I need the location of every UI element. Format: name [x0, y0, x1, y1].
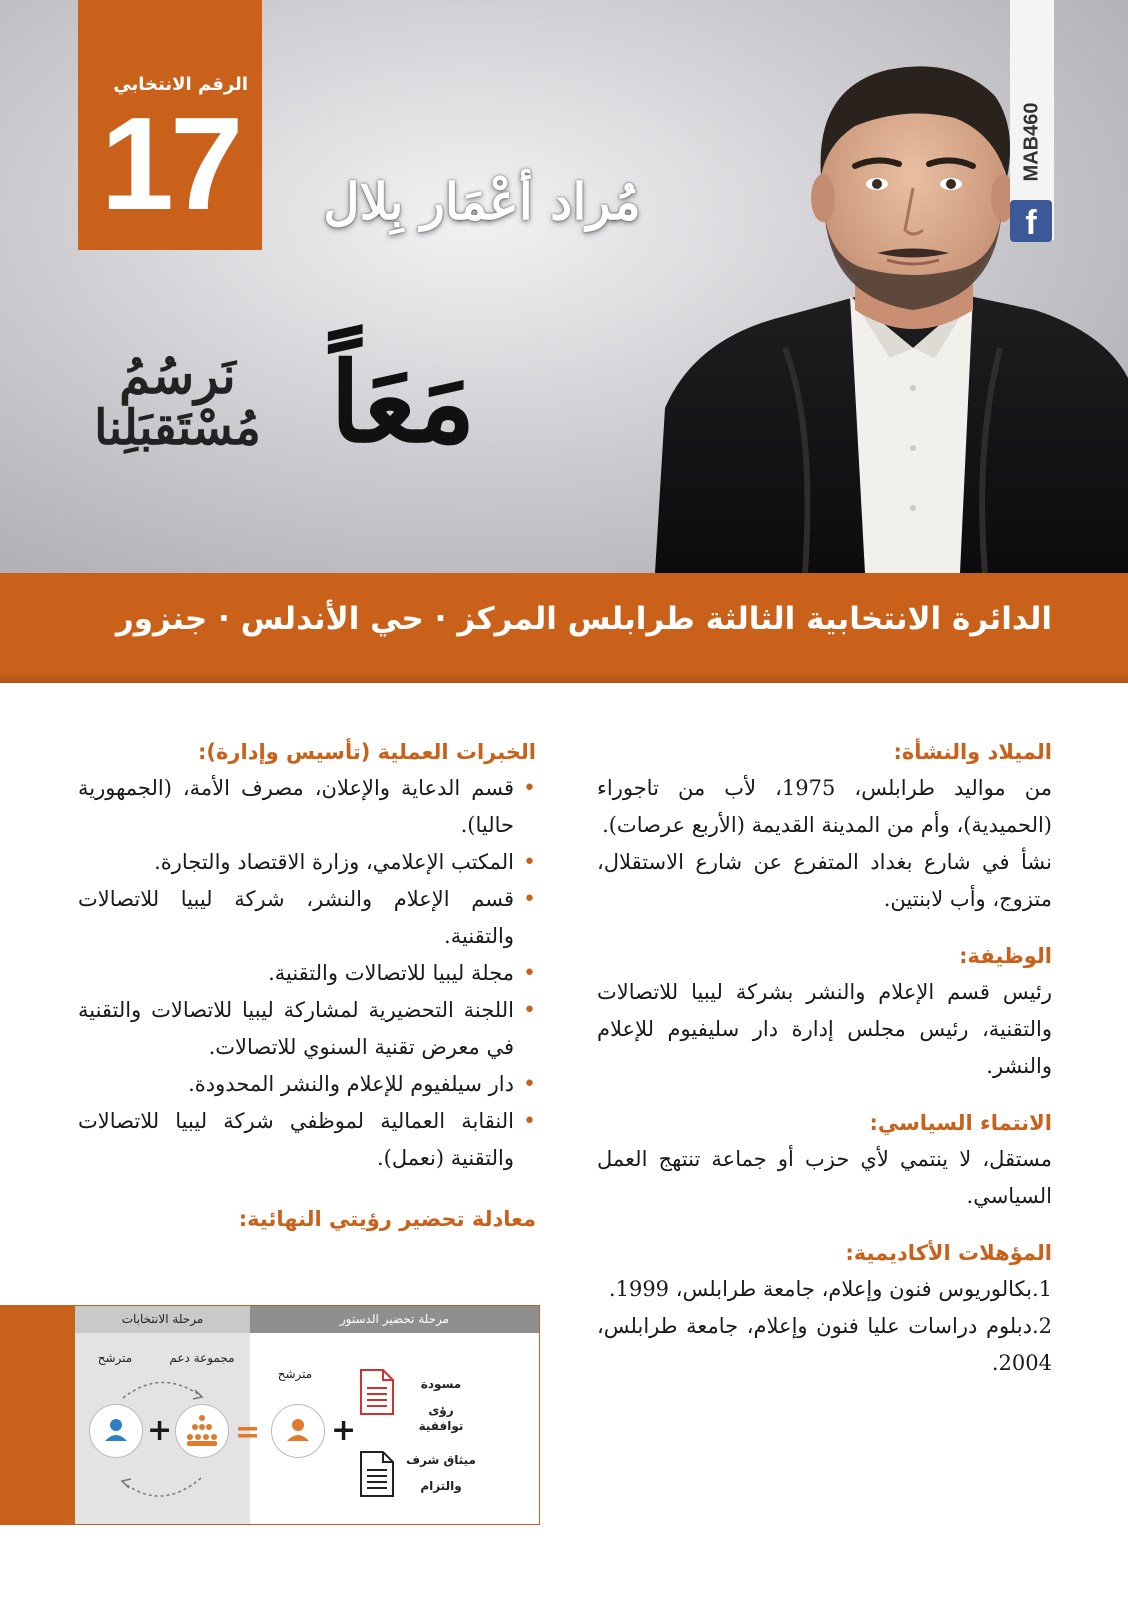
equation-box — [74, 1305, 540, 1525]
facebook-id — [1009, 92, 1055, 192]
candidate-circle-2 — [271, 1404, 325, 1458]
job-paragraph: رئيس قسم الإعلام والنشر بشركة ليبيا للاتصالات والتقنية، رئيس مجلس إدارة دار سليفيوم للإعلام والنشر. — [597, 980, 1052, 1078]
equation-heading: معادلة تحضير رؤيتي النهائية: — [238, 1207, 536, 1231]
district-band — [0, 573, 1128, 683]
experience-item: • اللجنة التحضيرية لمشاركة ليبيا للاتصالات والتقنية في معرض تقنية السنوي للاتصالات. — [78, 992, 536, 1066]
candidate-name: مُراد أعْمَار بِلال — [323, 172, 641, 231]
ballot-number: 17 — [100, 90, 240, 237]
candidate-photo — [655, 48, 1128, 573]
phase-constitution-label: مرحلة تحضير الدستور — [250, 1306, 539, 1333]
district-text: الدائرة الانتخابية الثالثة طرابلس المركز · حي الأندلس · جنزور — [115, 601, 1052, 637]
slogan-future: مُسْتَقبَلِنا — [94, 399, 261, 456]
experience-item: • قسم الدعاية والإعلان، مصرف الأمة، (الجمهورية حاليا). — [78, 770, 536, 844]
support-group-label: مجموعة دعم — [169, 1351, 235, 1365]
academic-heading: المؤهلات الأكاديمية: — [845, 1241, 1052, 1265]
draft-label-1: مسودة — [420, 1377, 462, 1391]
experience-list — [78, 770, 536, 1177]
plus-operator-2: + — [331, 1413, 357, 1448]
experience-column — [78, 740, 536, 1237]
politics-paragraph: مستقل، لا ينتمي لأي حزب أو جماعة تنتهج العمل السياسي. — [597, 1147, 1052, 1208]
person-icon — [90, 1405, 142, 1457]
charter-document-icon — [359, 1450, 395, 1498]
birth-paragraph-1: من مواليد طرابلس، 1975، لأب من تاجوراء (الحميدية)، وأم من المدينة القديمة (الأربع عرصات). — [597, 776, 1052, 837]
slogan-together: مَعَاً — [330, 338, 476, 467]
hero-banner — [0, 0, 1128, 573]
politics-heading: الانتماء السياسي: — [869, 1111, 1052, 1135]
academic-item-1: 1.بكالوريوس فنون وإعلام، جامعة طرابلس، 1999. — [608, 1277, 1052, 1301]
draft-label-2: رؤى توافقية — [418, 1403, 464, 1433]
phase-elections-label: مرحلة الانتخابات — [75, 1306, 250, 1333]
ballot-number-label: الرقم الانتخابي — [113, 74, 248, 95]
experience-item: • دار سيلفيوم للإعلام والنشر المحدودة. — [78, 1066, 536, 1103]
birth-heading: الميلاد والنشأة: — [893, 740, 1052, 764]
candidate-circle-1 — [89, 1404, 143, 1458]
slogan-draw: نَرسُمُ — [119, 346, 236, 405]
experience-item: • قسم الإعلام والنشر، شركة ليبيا للاتصالات والتقنية. — [78, 881, 536, 955]
plus-operator-1: + — [147, 1413, 173, 1448]
candidate-label-1: مترشح — [97, 1351, 133, 1365]
birth-paragraph-2: نشأ في شارع بغداد المتفرع عن شارع الاستقلال، متزوج، وأب لابنتين. — [597, 850, 1052, 911]
experience-item: • المكتب الإعلامي، وزارة الاقتصاد والتجارة. — [78, 844, 536, 881]
equation-accent-bar — [0, 1305, 74, 1525]
charter-label-1: ميثاق شرف — [406, 1453, 476, 1467]
facebook-id-text: MAB460 — [1020, 102, 1043, 182]
experience-item: • النقابة العمالية لموظفي شركة ليبيا للاتصالات والتقنية (نعمل). — [78, 1103, 536, 1177]
charter-label-2: والتزام — [420, 1479, 462, 1493]
experience-heading: الخبرات العملية (تأسيس وإدارة): — [198, 740, 536, 764]
academic-item-2: 2.دبلوم دراسات عليا فنون وإعلام، جامعة طرابلس، 2004. — [597, 1314, 1052, 1375]
facebook-icon[interactable]: f — [1010, 200, 1052, 242]
draft-document-icon — [359, 1368, 395, 1416]
equals-operator: = — [235, 1415, 261, 1450]
experience-item: • مجلة ليبيا للاتصالات والتقنية. — [78, 955, 536, 992]
job-heading: الوظيفة: — [959, 944, 1052, 968]
support-group-circle — [175, 1404, 229, 1458]
group-icon — [176, 1405, 228, 1457]
slogan-draw-future — [70, 346, 285, 456]
bio-column — [597, 740, 1052, 1382]
person-icon — [272, 1405, 324, 1457]
candidate-label-2: مترشح — [277, 1367, 313, 1381]
vision-equation-diagram — [0, 1305, 540, 1525]
ballot-number-box — [78, 0, 262, 250]
